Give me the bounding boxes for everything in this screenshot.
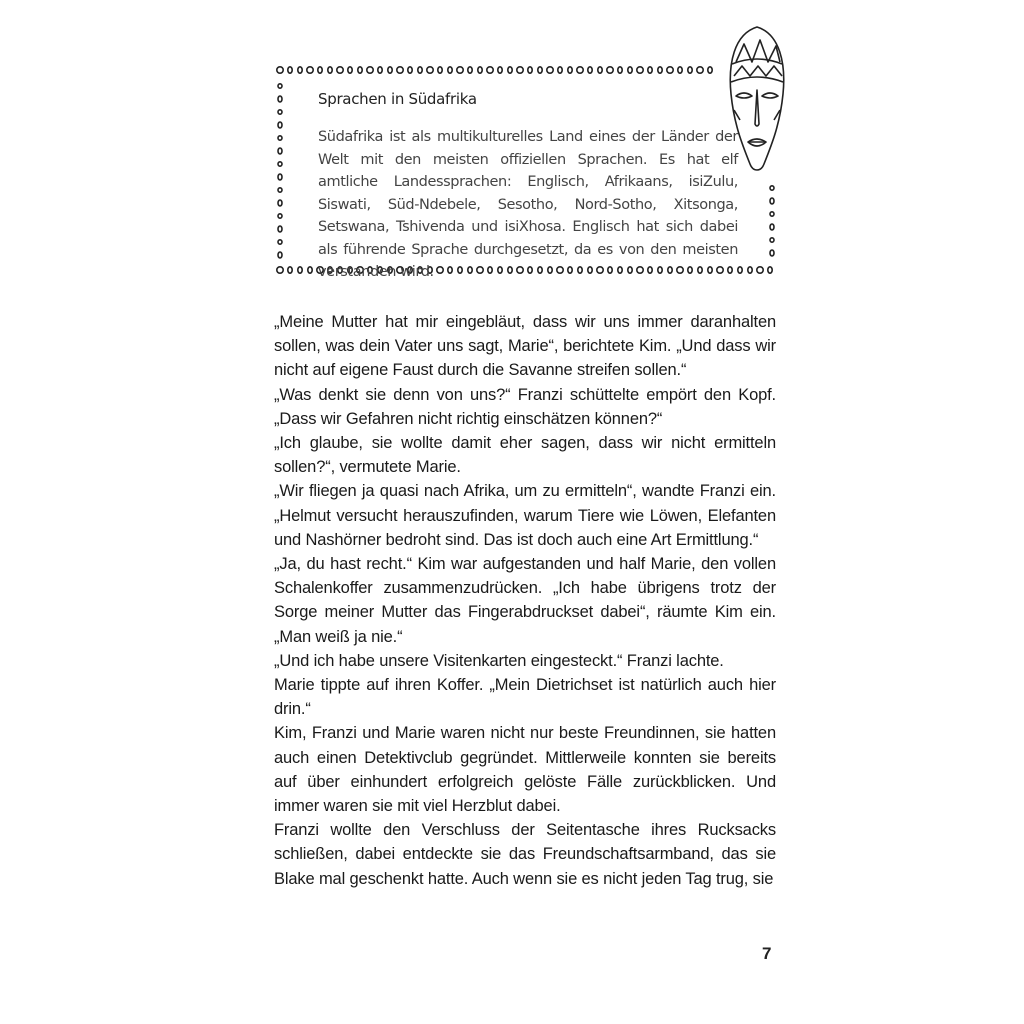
frame-dot <box>748 267 752 273</box>
paragraph: Kim, Franzi und Marie waren nicht nur beste Freundinnen, sie hatten auch einen Detektivclub gegründet. Mittlerweile konnten sie bereits auf über einhundert erfolgreich gelöste Fälle zurückblicken. Und immer waren sie mit viel Herzblut dabei. <box>274 724 776 816</box>
frame-dot <box>468 67 472 73</box>
frame-dot <box>770 224 774 230</box>
frame-dot <box>278 214 282 218</box>
frame-dot <box>358 67 362 73</box>
frame-dot <box>278 174 282 180</box>
frame-dot <box>388 67 392 73</box>
frame-dot <box>298 267 302 273</box>
frame-dot <box>278 226 282 232</box>
frame-dot <box>478 67 482 73</box>
frame-dot <box>538 67 542 73</box>
frame-dot <box>278 240 282 244</box>
frame-dot <box>738 267 742 273</box>
frame-dot <box>457 67 463 73</box>
frame-dot <box>607 67 613 73</box>
frame-dot <box>278 148 282 154</box>
info-box-title: Sprachen in Südafrika <box>318 90 477 108</box>
frame-dot <box>397 67 403 73</box>
african-mask-icon <box>722 24 792 192</box>
frame-dot <box>448 67 452 73</box>
paragraph: „Und ich habe unsere Visitenkarten eingesteckt.“ Franzi lachte. <box>274 651 724 670</box>
frame-dot <box>307 67 313 73</box>
frame-dot <box>697 67 703 73</box>
story-text <box>274 310 776 891</box>
frame-dot <box>487 67 493 73</box>
frame-dot <box>588 67 592 73</box>
frame-dot <box>558 67 562 73</box>
frame-dot <box>318 67 322 73</box>
frame-dot <box>328 67 332 73</box>
frame-dot <box>770 238 774 242</box>
frame-dot <box>577 67 583 73</box>
frame-dot <box>278 122 282 128</box>
frame-dot <box>678 67 682 73</box>
frame-dot <box>498 67 502 73</box>
frame-dot <box>337 67 343 73</box>
frame-dot <box>418 67 422 73</box>
frame-dot <box>278 110 282 114</box>
frame-dot <box>278 96 282 102</box>
frame-dot <box>508 67 512 73</box>
frame-dot <box>568 67 572 73</box>
frame-dot <box>770 212 774 216</box>
frame-dot <box>618 67 622 73</box>
frame-dot <box>278 252 282 258</box>
frame-dot <box>277 67 283 73</box>
paragraph: „Wir fliegen ja quasi nach Afrika, um zu ermitteln“, wandte Franzi ein. „Helmut versucht herauszufinden, warum Tiere wie Löwen, Elefanten und Nashörner bedroht sind. Das ist doch auch eine Art Ermittlung.“ <box>274 482 776 549</box>
frame-dot <box>770 198 774 204</box>
frame-dot <box>378 67 382 73</box>
frame-dot <box>278 84 282 88</box>
frame-dot <box>438 67 442 73</box>
frame-dot <box>278 136 282 140</box>
frame-dot <box>667 67 673 73</box>
frame-dot <box>628 67 632 73</box>
frame-dot <box>637 67 643 73</box>
frame-dot <box>278 188 282 192</box>
frame-dot <box>770 250 774 256</box>
frame-dot <box>288 267 292 273</box>
frame-dot <box>408 67 412 73</box>
paragraph: „Ich glaube, sie wollte damit eher sagen, dass wir nicht ermitteln sollen?“, vermutete Marie. <box>274 434 776 477</box>
frame-dot <box>598 67 602 73</box>
frame-dot <box>427 67 433 73</box>
info-box-text: Südafrika ist als multikulturelles Land eines der Länder der Welt mit den meisten offiziellen Sprachen. Es hat elf amtliche Landessprachen: Englisch, Afrikaans, isiZulu, Siswati, Süd-Ndebele, Sesotho, Nord-Sotho, Xitsonga, Setswana, Tshivenda und isiXhosa. Englisch hat sich dabei als führende Sprache durchgesetzt, da es von den meisten verstanden wird. <box>318 129 738 280</box>
frame-dot <box>277 267 283 273</box>
frame-dot <box>348 67 352 73</box>
frame-dot <box>768 267 772 273</box>
frame-dot <box>528 67 532 73</box>
paragraph: „Was denkt sie denn von uns?“ Franzi schüttelte empört den Kopf. „Dass wir Gefahren nicht richtig einschätzen können?“ <box>274 385 776 428</box>
frame-dot <box>708 67 712 73</box>
frame-dot <box>298 67 302 73</box>
frame-dot <box>278 200 282 206</box>
frame-dot <box>547 67 553 73</box>
paragraph: Franzi wollte den Verschluss der Seitentasche ihres Rucksacks schließen, dabei entdeckte sie das Freundschaftsarmband, das sie Blake mal geschenkt hatte. Auch wenn sie es nicht jeden Tag trug, sie <box>274 821 776 888</box>
info-box <box>274 62 784 280</box>
frame-dot <box>648 67 652 73</box>
frame-dot <box>658 67 662 73</box>
frame-dot <box>278 162 282 166</box>
frame-dot <box>288 67 292 73</box>
frame-dot <box>367 67 373 73</box>
frame-dot <box>308 267 312 273</box>
frame-dot <box>517 67 523 73</box>
paragraph: „Ja, du hast recht.“ Kim war aufgestanden und half Marie, den vollen Schalenkoffer zusammenzudrücken. „Ich habe übrigens trotz der Sorge meiner Mutter das Fingerabdruckset dabei“, räumte Kim ein. „Man weiß ja nie.“ <box>274 555 776 646</box>
frame-dot <box>688 67 692 73</box>
page-number: 7 <box>762 944 772 963</box>
frame-dot <box>757 267 763 273</box>
paragraph: Marie tippte auf ihren Koffer. „Mein Dietrichset ist natürlich auch hier drin.“ <box>274 676 776 719</box>
paragraph: „Meine Mutter hat mir eingebläut, dass wir uns immer daranhalten sollen, was dein Vater uns sagt, Marie“, berichtete Kim. „Und dass wir nicht auf eigene Faust durch die Savanne streifen sollen.“ <box>274 313 776 380</box>
